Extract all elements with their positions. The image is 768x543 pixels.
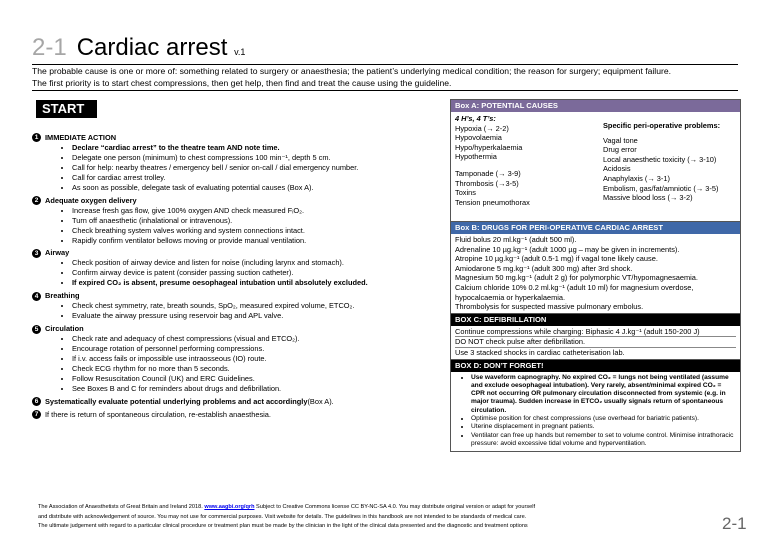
step-heading — [32, 324, 437, 334]
step-list — [32, 334, 437, 394]
drug-line: Fluid bolus 20 ml.kg⁻¹ (adult 500 ml). — [455, 235, 577, 244]
drug-line: Calcium chloride 10% 0.2 ml.kg⁻¹ (adult 10 ml) for magnesium overdose, — [455, 282, 694, 292]
step-item: • Check breathing system valves working and system connections intact. — [72, 226, 437, 236]
box-a-col2-heading: Specific peri-operative problems: — [603, 121, 721, 130]
step-heading — [32, 397, 437, 407]
step-title: Circulation — [45, 324, 84, 334]
step-item: • Follow Resuscitation Council (UK) and ERC Guidelines. — [72, 374, 437, 384]
section-number: 2-1 — [32, 34, 67, 61]
box-a-title: Box A: POTENTIAL CAUSES — [451, 100, 740, 112]
cause-item — [455, 162, 603, 169]
reminder-item: • Uterine displacement in pregnant patients. — [471, 423, 736, 431]
box-a-col1-heading: 4 H’s, 4 T’s: — [455, 114, 496, 123]
footer-line-3: The ultimate judgement with regard to a particular clinical procedure or treatment plan must be made by the clinician in the light of the clinical data presented and the diagnostic and treatment options — [38, 523, 528, 529]
step-number-icon: 6 — [32, 397, 41, 406]
step-number-icon: 1 — [32, 133, 41, 142]
step-item: • Turn off anaesthetic (inhalational or intravenous). — [72, 216, 437, 226]
page-title — [32, 34, 245, 62]
periop-item: Anaphylaxis (→ 3-1) — [603, 173, 670, 183]
step-item: • Evaluate the airway pressure using reservoir bag and APL valve. — [72, 311, 437, 321]
box-d — [450, 360, 741, 453]
footer-line-1-pre: The Association of Anaesthetists of Great Britain and Ireland 2018. — [38, 504, 205, 510]
step-item: • Increase fresh gas flow, give 100% oxygen AND check measured FᵢO₂. — [72, 206, 437, 216]
page-number: 2-1 — [722, 514, 747, 533]
step-list — [32, 301, 437, 321]
step-item: • As soon as possible, delegate task of evaluating potential causes (Box A). — [72, 183, 437, 193]
step-heading — [32, 291, 437, 301]
step-item: • If expired CO₂ is absent, presume oesophageal intubation until absolutely excluded. — [72, 278, 437, 288]
step-heading — [32, 248, 437, 258]
drug-line: Thrombolysis for suspected massive pulmonary embolus. — [455, 302, 644, 312]
step-item: • If i.v. access fails or impossible use intraosseous (IO) route. — [72, 354, 437, 364]
step-item: • Check ECG rhythm for no more than 5 seconds. — [72, 364, 437, 374]
step-number-icon: 7 — [32, 410, 41, 419]
step-heading — [32, 410, 437, 420]
step-item: • Check rate and adequacy of chest compressions (visual and ETCO₂). — [72, 334, 437, 344]
step-section — [32, 410, 437, 420]
start-badge: START — [36, 100, 97, 118]
box-c-title: BOX C: DEFIBRILLATION — [451, 314, 740, 326]
step-list — [32, 258, 437, 288]
step-item: • Declare “cardiac arrest” to the theatre team AND note time. — [72, 143, 437, 153]
cause-item: Hypoxia (→ 2-2) — [455, 123, 509, 133]
step-number-icon: 5 — [32, 325, 41, 334]
step-title: Systematically evaluate potential underlying problems and act accordingly — [45, 396, 308, 406]
reminder-item: • Optimise position for chest compressions (use overhead for bariatric patients). — [471, 415, 736, 423]
step-item: • Call for help: nearby theatres / emergency bell / senior on-call / dial emergency number. — [72, 163, 437, 173]
title-rule — [32, 64, 738, 65]
box-c — [450, 314, 741, 360]
step-heading — [32, 133, 437, 143]
step-section — [32, 133, 437, 193]
step-title-suffix: If there is return of spontaneous circulation, re-establish anaesthesia. — [45, 409, 271, 419]
step-section — [32, 324, 437, 394]
step-item: • Call for cardiac arrest trolley. — [72, 173, 437, 183]
step-section — [32, 291, 437, 321]
step-title-suffix: (Box A). — [307, 396, 334, 406]
cause-item: Tamponade (→ 3-9) — [455, 168, 521, 178]
defib-line: Continue compressions while charging: Biphasic 4 J.kg⁻¹ (adult 150-200 J) — [455, 327, 736, 338]
step-title: Airway — [45, 248, 70, 258]
cause-item: Hypothermia — [455, 152, 497, 162]
intro-text — [32, 66, 742, 89]
box-b-title: Box B: DRUGS FOR PERI-OPERATIVE CARDIAC ARREST — [451, 222, 740, 234]
step-heading — [32, 196, 437, 206]
cause-item: Hypo/hyperkalaemia — [455, 142, 523, 152]
intro-line-1: The probable cause is one or more of: something related to surgery or anaesthesia; the patient’s underlying medical condition; the reason for surgery; equipment failure. — [32, 66, 672, 76]
box-d-title: BOX D: DON’T FORGET! — [451, 360, 740, 372]
version-label: v.1 — [234, 47, 246, 57]
title-text: Cardiac arrest — [76, 34, 228, 61]
step-item: • Rapidly confirm ventilator bellows moving or provide manual ventilation. — [72, 236, 437, 246]
cause-item: Hypovolaemia — [455, 133, 502, 143]
intro-line-2: The first priority is to start chest compressions, then get help, then find and treat the cause using the guideline. — [32, 77, 452, 88]
box-a — [450, 99, 741, 222]
footer-line-2: and distribute with acknowledgement of source. You may not use for commercial purposes. Visit website for details. The guidelines in this handbook are not intended to be standards of medical care. — [38, 513, 527, 520]
step-item: • Check chest symmetry, rate, breath sounds, SpO₂, measured expired volume, ETCO₂. — [72, 301, 437, 311]
box-a-col2 — [603, 114, 736, 219]
action-steps — [32, 130, 437, 420]
step-title: Adequate oxygen delivery — [45, 195, 137, 205]
box-a-col1 — [455, 114, 603, 219]
step-number-icon: 4 — [32, 292, 41, 301]
step-item: • Delegate one person (minimum) to chest compressions 100 min⁻¹, depth 5 cm. — [72, 153, 437, 163]
drug-line: Atropine 10 µg.kg⁻¹ (adult 0.5-1 mg) if vagal tone likely cause. — [455, 254, 658, 264]
step-title: Breathing — [45, 291, 80, 301]
step-section — [32, 397, 437, 407]
reminder-item: • Ventilator can free up hands but remember to set to volume control. Minimise intrathoracic pressure: avoid excessive tidal volume and hyperventilation. — [471, 432, 736, 449]
periop-item: Drug error — [603, 145, 637, 155]
drug-line: Magnesium 50 mg.kg⁻¹ (adult 2 g) for polymorphic VT/hypomagnesaemia. — [455, 273, 698, 283]
step-section — [32, 248, 437, 288]
step-list — [32, 206, 437, 246]
box-b — [450, 222, 741, 314]
step-title: IMMEDIATE ACTION — [45, 133, 117, 142]
periop-item: Vagal tone — [603, 135, 638, 145]
step-section — [32, 196, 437, 246]
periop-item: Local anaesthetic toxicity (→ 3-10) — [603, 154, 717, 164]
defib-line: DO NOT check pulse after defibrillation. — [455, 337, 736, 348]
step-item: • Encourage rotation of personnel performing compressions. — [72, 344, 437, 354]
step-item: • See Boxes B and C for reminders about drugs and defibrillation. — [72, 384, 437, 394]
step-list — [32, 143, 437, 193]
boxes-column — [450, 99, 741, 452]
cause-item: Thrombosis (→3-5) — [455, 178, 519, 188]
drug-line: Adrenaline 10 µg.kg⁻¹ (adult 1000 µg – may be given in increments). — [455, 244, 680, 254]
footer — [38, 503, 688, 532]
footer-link[interactable]: www.aagbi.org/qrh — [204, 504, 255, 510]
periop-item: Embolism, gas/fat/amniotic (→ 3-5) — [603, 183, 719, 193]
step-number-icon: 2 — [32, 196, 41, 205]
periop-item: Massive blood loss (→ 3-2) — [603, 193, 693, 203]
drug-line: Amiodarone 5 mg.kg⁻¹ (adult 300 mg) after 3rd shock. — [455, 263, 633, 273]
step-item: • Check position of airway device and listen for noise (including larynx and stomach). — [72, 258, 437, 268]
footer-line-1-post: Subject to Creative Commons license CC BY-NC-SA 4.0. You may distribute original version or adapt for yourself — [254, 504, 536, 510]
intro-rule — [32, 90, 738, 91]
step-number-icon: 3 — [32, 249, 41, 258]
cause-item: Toxins — [455, 188, 476, 198]
periop-item: Acidosis — [603, 164, 631, 174]
step-item: • Confirm airway device is patent (consider passing suction catheter). — [72, 268, 437, 278]
reminder-item: • Use waveform capnography. No expired CO₂ = lungs not being ventilated (assume and exclude oesophageal intubation). Very rarely, absent/minimal expired CO₂ = CPR not occurring OR pulmonary circulation disconnected from systemic (e.g. in major trauma). Sudden increase in ETCO₂ usually signals return of spontaneous circulation. — [471, 374, 736, 415]
cause-item: Tension pneumothorax — [455, 197, 530, 207]
drug-line: hypocalcaemia or hyperkalaemia. — [455, 292, 566, 302]
defib-line: Use 3 stacked shocks in cardiac catheterisation lab. — [455, 347, 625, 357]
